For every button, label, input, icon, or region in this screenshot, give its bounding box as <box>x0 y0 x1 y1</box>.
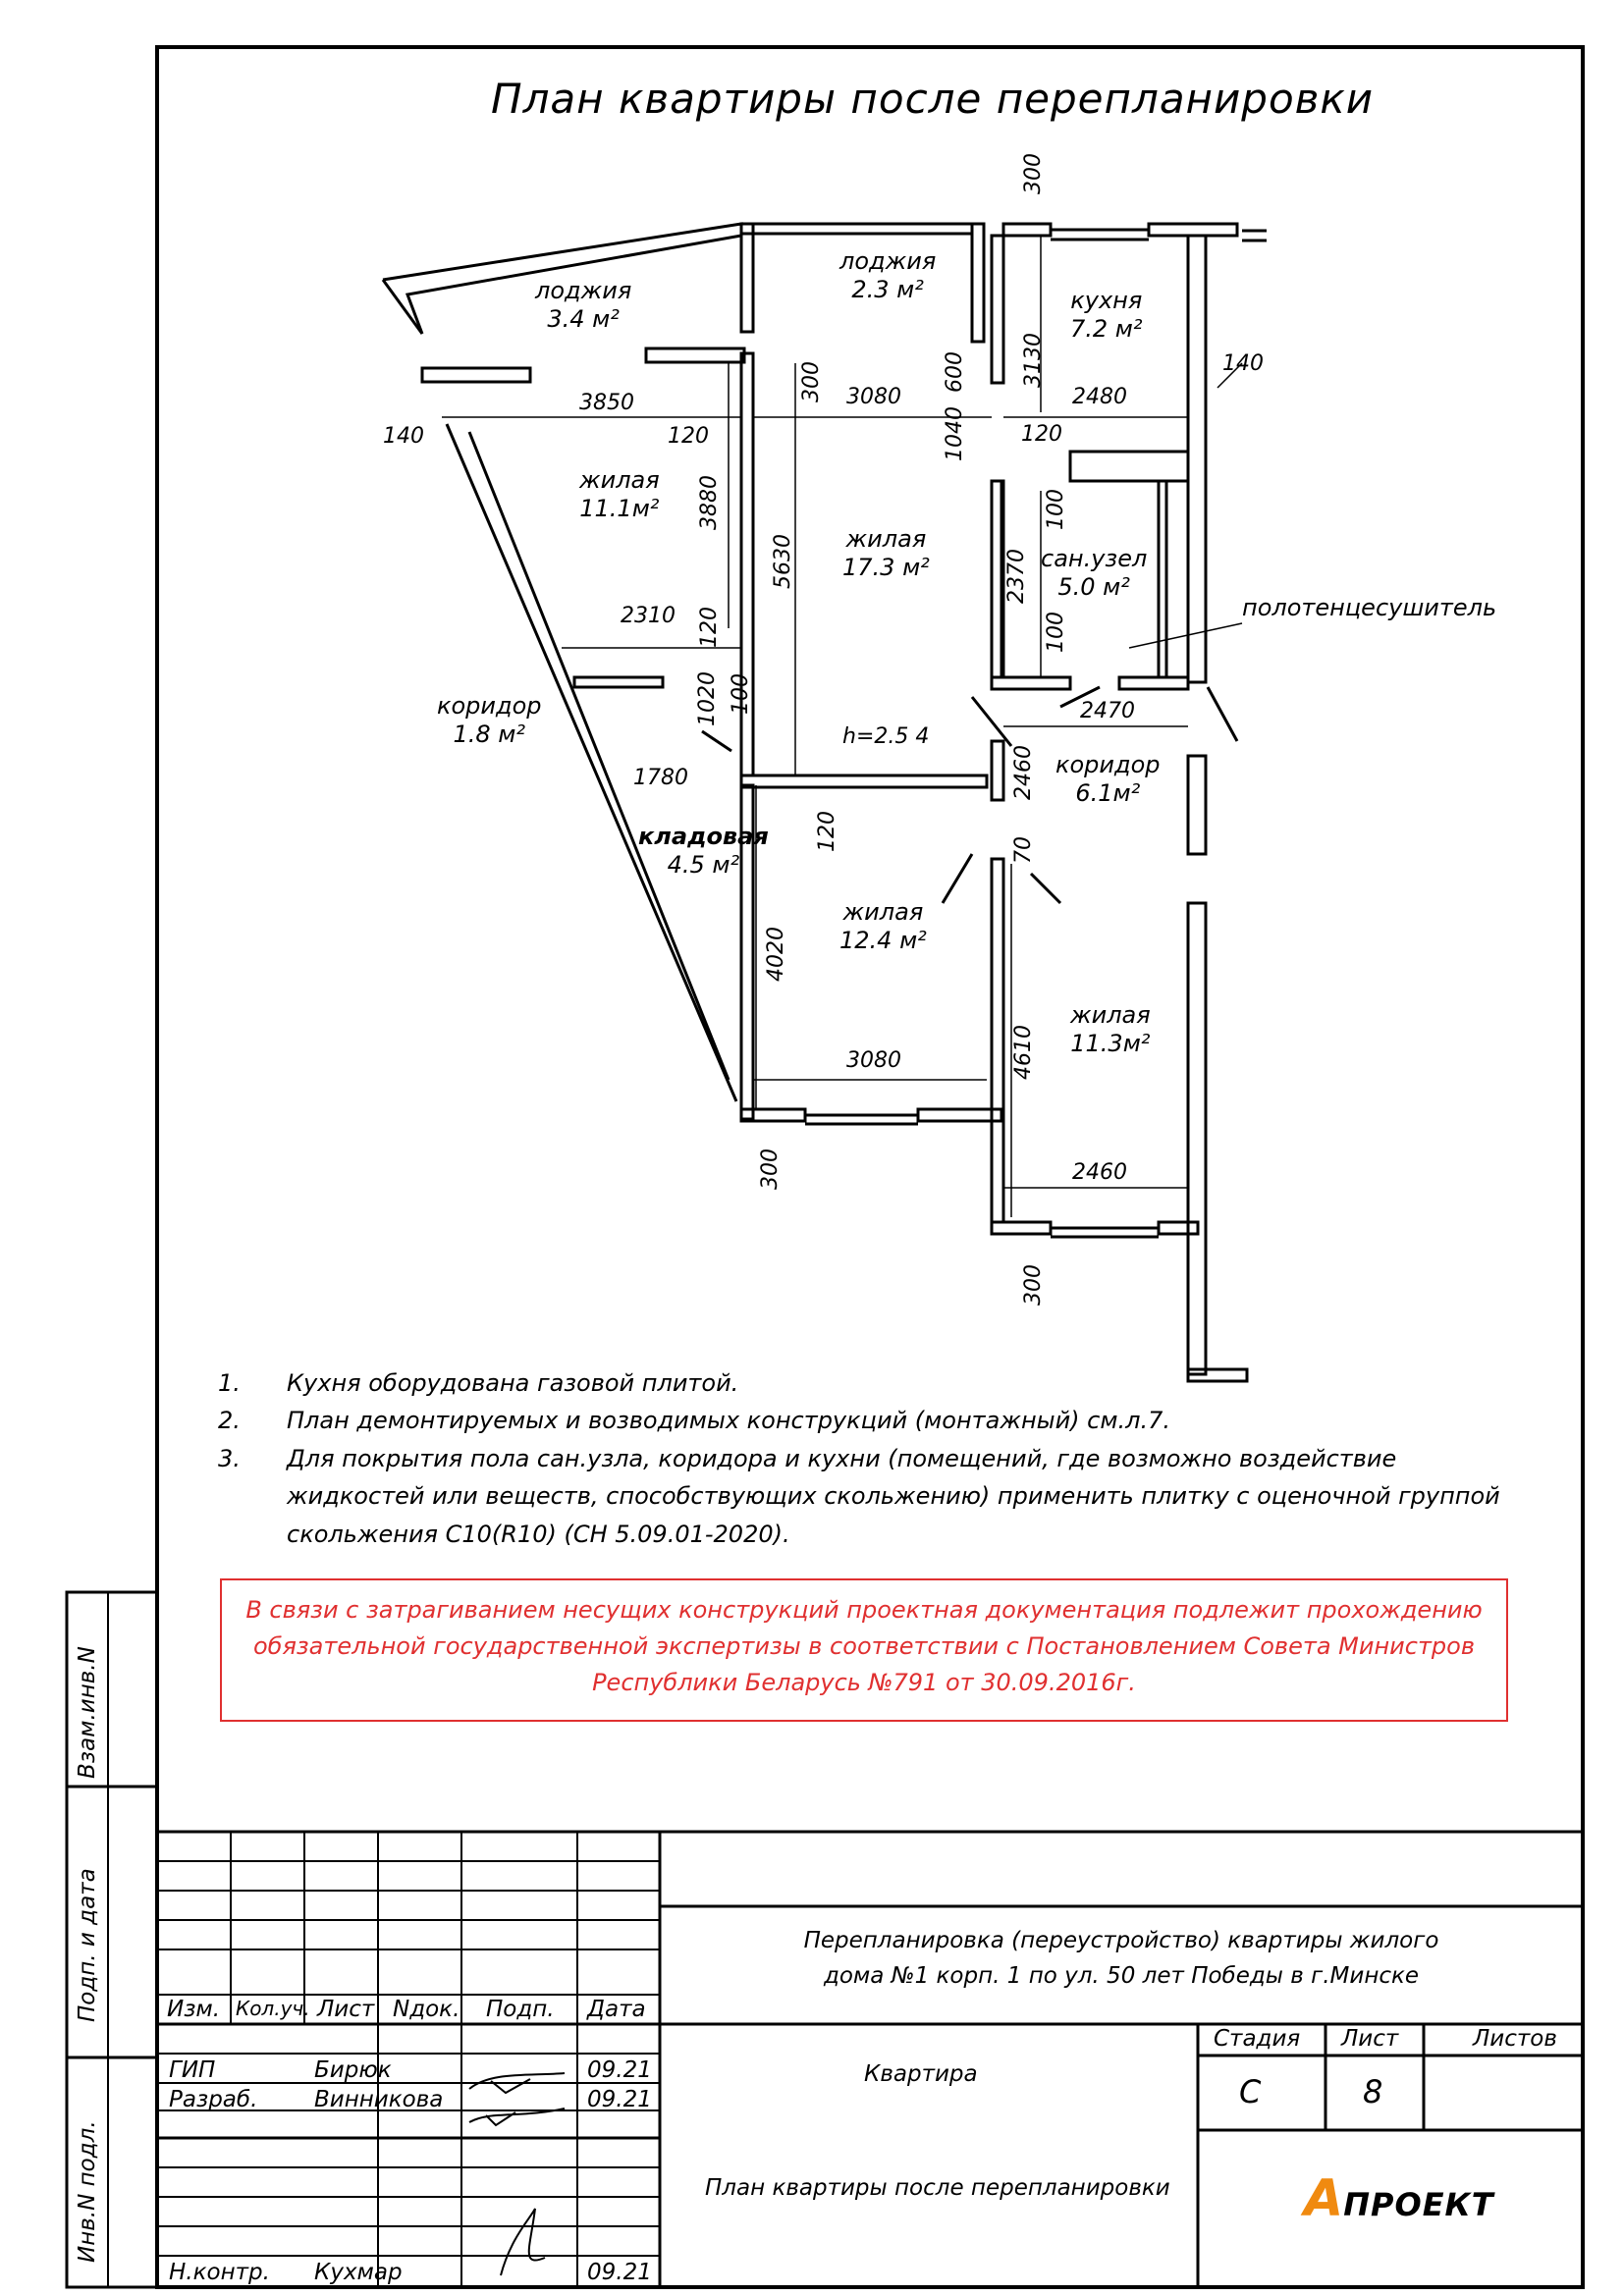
dim-3080-top: 3080 <box>846 385 901 409</box>
dim-140-right: 140 <box>1222 351 1264 376</box>
dim-1780: 1780 <box>633 766 688 790</box>
tb-name-gip: Бирюк <box>314 2057 392 2083</box>
side-label-signature-date: Подп. и дата <box>75 1868 100 2022</box>
dim-1020: 1020 <box>695 671 720 726</box>
room-corridor-1: коридор 1.8 м² <box>437 692 542 748</box>
tb-sheet-value: 8 <box>1363 2073 1383 2110</box>
dim-5630: 5630 <box>771 534 795 589</box>
tb-sheet-label: Лист <box>1341 2026 1399 2052</box>
room-living-4: жилая 11.3м² <box>1070 1001 1151 1057</box>
room-bathroom: сан.узел 5.0 м² <box>1041 545 1148 601</box>
dim-2470: 2470 <box>1080 699 1135 723</box>
room-living-3: жилая 12.4 м² <box>839 898 927 954</box>
tb-header-ndok: Nдок. <box>393 1997 460 2022</box>
expertise-warning: В связи с затрагиванием несущих конструкций проектная документация подлежит прохождению обязательной государственной экспертизы в соответствии с Постановлением Совета Министров Республики Беларусь №791 от 30.09.2016г. <box>220 1578 1508 1722</box>
tb-object: Квартира <box>864 2061 978 2087</box>
room-storage: кладовая 4.5 м² <box>638 823 769 879</box>
dim-4020: 4020 <box>764 927 788 982</box>
room-loggia-2: лоджия 2.3 м² <box>839 247 937 303</box>
dim-4610: 4610 <box>1011 1025 1036 1080</box>
note-item: 1. Кухня оборудована газовой плитой. <box>218 1369 739 1397</box>
tb-header-data: Дата <box>587 1997 646 2022</box>
dim-3880: 3880 <box>697 475 722 530</box>
dim-120-a: 120 <box>1021 422 1062 447</box>
dim-300-mid: 300 <box>799 361 824 402</box>
dim-140-left: 140 <box>383 424 424 449</box>
tb-sheet-title: План квартиры после перепланировки <box>705 2175 1170 2201</box>
tb-project-name: Перепланировка (переустройство) квартиры жилого дома №1 корп. 1 по ул. 50 лет Победы в г.Минске <box>803 1928 1439 1989</box>
notes-list <box>218 1364 1524 1553</box>
drawing-title: План квартиры после перепланировки <box>491 75 1375 123</box>
note-item: 2. План демонтируемых и возводимых конструкций (монтажный) см.л.7. <box>218 1407 1170 1435</box>
tb-date-gip: 09.21 <box>587 2057 652 2083</box>
tb-stage-value: С <box>1239 2073 1262 2110</box>
tb-header-izm: Изм. <box>167 1997 221 2022</box>
dim-120-c: 120 <box>697 607 722 648</box>
tb-role-developer: Разраб. <box>169 2087 258 2112</box>
dim-70: 70 <box>1011 836 1036 864</box>
tb-name-normcontrol: Кухмар <box>314 2260 403 2285</box>
dim-300-bottom: 300 <box>1021 1264 1046 1306</box>
side-label-replacement: Взам.инв.N <box>75 1646 100 1779</box>
dim-100-c: 100 <box>729 673 753 715</box>
tb-role-gip: ГИП <box>169 2057 216 2083</box>
company-logo <box>1304 2169 1494 2228</box>
dim-300-top: 300 <box>1021 153 1046 194</box>
logo-letter: А <box>1304 2169 1344 2228</box>
dim-100-a: 100 <box>1044 489 1068 530</box>
room-loggia-1: лоджия 3.4 м² <box>535 277 632 333</box>
note-item: 3. Для покрытия пола сан.узла, коридора и кухни (помещений, где возможно воздействие жидкостей или веществ, способствующих скольжению) применить плитку с оценочной группой скольжения С10(R10) (СН 5.09.01-2020). <box>218 1444 1500 1548</box>
dim-100-b: 100 <box>1044 612 1068 653</box>
dim-2480: 2480 <box>1072 385 1127 409</box>
tb-role-normcontrol: Н.контр. <box>169 2260 270 2285</box>
logo-text: ПРОЕКТ <box>1343 2186 1494 2223</box>
tb-date-normcontrol: 09.21 <box>587 2260 652 2285</box>
tb-date-developer: 09.21 <box>587 2087 652 2112</box>
tb-header-list: Лист <box>317 1997 375 2022</box>
side-label-inventory: Инв.N подл. <box>75 2120 100 2263</box>
room-living-1: жилая 11.1м² <box>579 466 660 522</box>
towel-dryer-label: полотенцесушитель <box>1242 594 1497 621</box>
dim-3130: 3130 <box>1021 333 1046 388</box>
dim-2460-horizontal: 2460 <box>1072 1160 1127 1185</box>
dim-120-b: 120 <box>668 424 709 449</box>
dim-600: 600 <box>943 351 967 393</box>
tb-name-developer: Винникова <box>314 2087 444 2112</box>
tb-header-kol: Кол.уч. <box>236 1997 310 2020</box>
room-living-2: жилая 17.3 м² <box>842 525 930 581</box>
dim-120-d: 120 <box>815 811 839 852</box>
dim-2460-vertical: 2460 <box>1011 745 1036 800</box>
dim-2310: 2310 <box>621 604 676 628</box>
room-kitchen: кухня 7.2 м² <box>1070 287 1143 343</box>
tb-header-podp: Подп. <box>486 1997 555 2022</box>
dim-2370: 2370 <box>1004 549 1029 604</box>
ceiling-height: h=2.5 4 <box>842 724 930 749</box>
dim-3080-bottom: 3080 <box>846 1048 901 1073</box>
dim-1040: 1040 <box>943 406 967 461</box>
dim-300-bottom-left: 300 <box>758 1148 783 1190</box>
tb-stage-label: Стадия <box>1214 2026 1301 2052</box>
tb-sheets-label: Листов <box>1473 2026 1557 2052</box>
dim-3850: 3850 <box>579 391 634 415</box>
room-corridor-2: коридор 6.1м² <box>1055 751 1161 807</box>
